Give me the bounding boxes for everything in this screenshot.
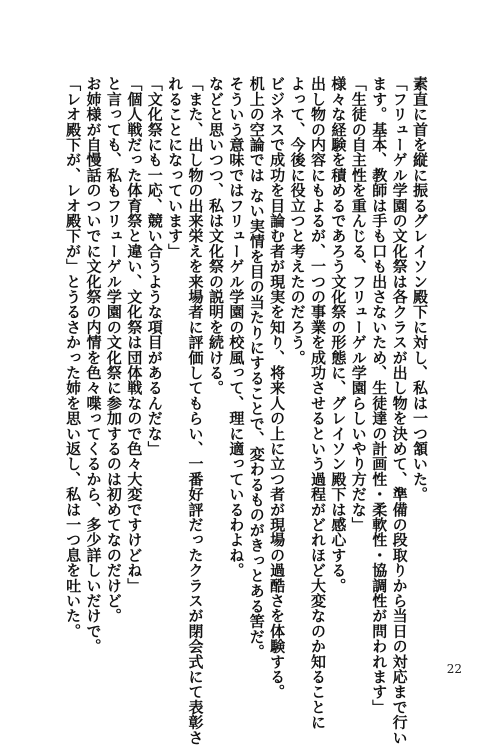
text-line: 「文化祭にも一応、競い合うような項目があるんだな」 xyxy=(145,76,164,456)
text-line: れることになっています」 xyxy=(166,76,185,259)
text-line: 「また、出し物の出来栄えを来場者に評価してもらい、一番好評だったクラスが閉会式にて表彰さ xyxy=(186,76,205,745)
vertical-text-body xyxy=(63,76,430,745)
text-line: 出し物の内容にもよるが、一つの事業を成功させるという過程がどれほど大変なのか知ることに xyxy=(308,76,327,730)
text-line: 「フリューゲル学園の文化祭は各クラスが出し物を決めて、準備の段取りから当日の対応まで行い xyxy=(390,76,409,745)
text-line: 「生徒の自主性を重んじる、フリューゲル学園らしいやり方だな」 xyxy=(349,76,368,532)
text-line: よって、今後に役立つと考えたのだろう。 xyxy=(288,76,307,365)
text-line: 机上の空論では ない実情を目の当たりにすることで、変わるものがきっとある筈だ。 xyxy=(247,76,266,660)
text-line: と言っても、私もフリューゲル学園の文化祭に参加するのは初めてなのだけど。 xyxy=(104,76,123,624)
text-line: ます。基本、教師は手も口も出さないため、生徒達の計画性・柔軟性・協調性が問われます」 xyxy=(370,76,389,715)
text-line: 「レオ殿下が、レオ殿下が」とうるさかった姉を思い返し、私は一つ息を吐いた。 xyxy=(64,76,83,639)
text-line: 「個人戦だった体育祭と違い、文化祭は団体戦なので色々大変ですけどね」 xyxy=(125,76,144,593)
text-line: 素直に首を縦に振るグレイソン殿下に対し、私は一つ頷いた。 xyxy=(411,76,429,502)
text-line: お姉様が自慢話のついでに文化祭の内情を色々喋ってくるから、多少詳しいだけで。 xyxy=(84,76,103,654)
text-line: そういう意味ではフリューゲル学園の校風って、理に適っているわよね。 xyxy=(227,76,246,578)
page-number: 22 xyxy=(446,662,462,676)
text-line: ビジネスで成功を目論む者が現実を知り、将来人の上に立つ者が現場の過酷さを体験する。 xyxy=(268,76,287,700)
text-line: などと思いつつ、私は文化祭の説明を続ける。 xyxy=(206,76,225,396)
text-line: 様々な経験を積めるであろう文化祭の形態に、グレイソン殿下は感心する。 xyxy=(329,76,348,593)
